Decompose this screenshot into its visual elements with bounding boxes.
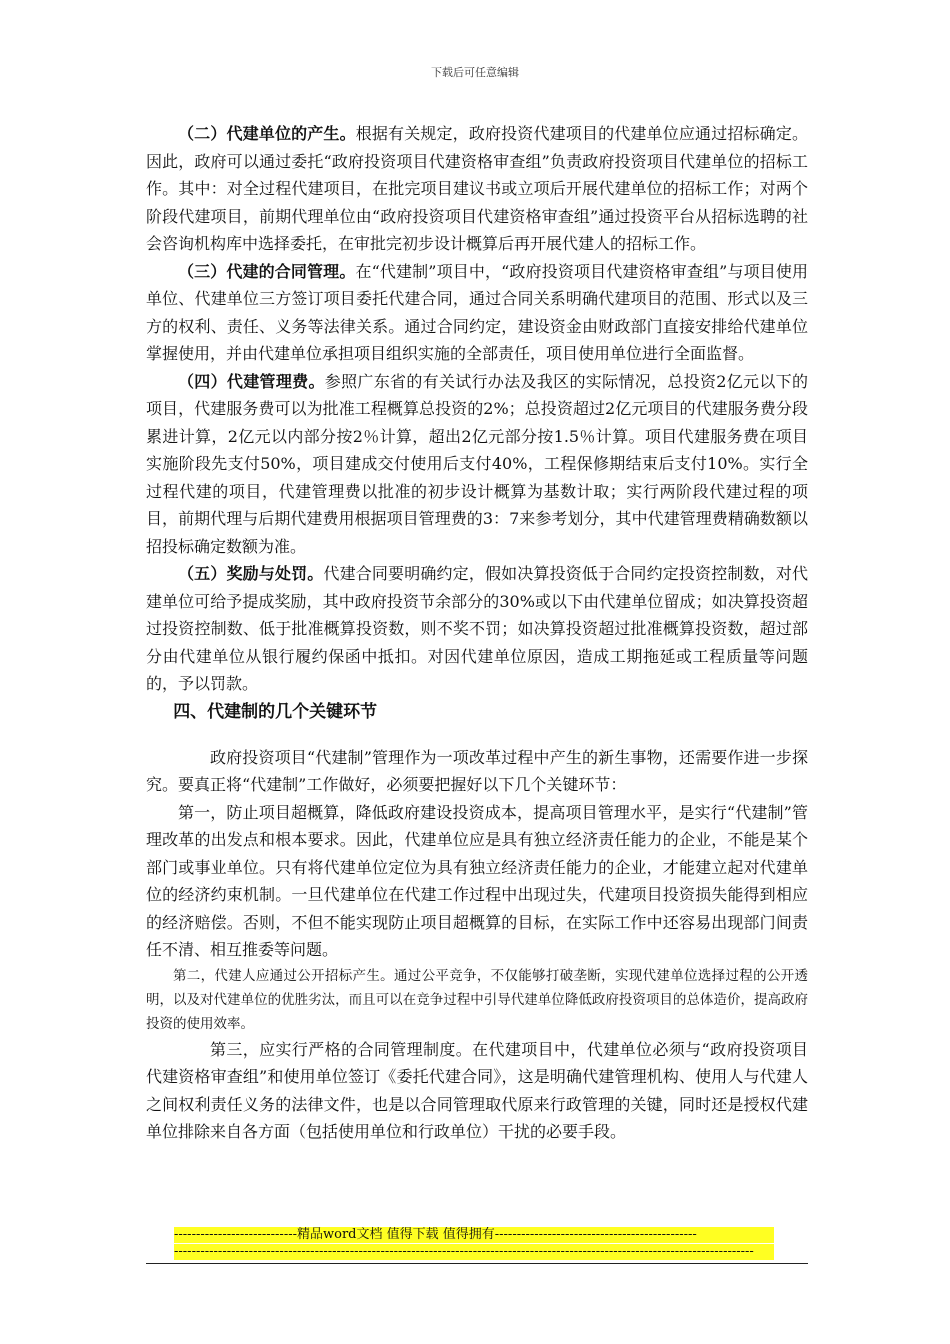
section-3-body: 在“代建制”项目中，“政府投资项目代建资格审查组”与项目使用单位、代建单位三方签订项目委托代建合同，通过合同关系明确代建项目的范围、形式以及三方的权利、责任、义务等法律关系。通过合同约定，建设资金由财政部门直接安排给代建单位掌握使用，并由代建单位承担项目组织实施的全部责任，项目使用单位进行全面监督。: [146, 261, 808, 363]
section-3-title: （三）代建的合同管理。: [178, 261, 356, 281]
section-2-title: （二）代建单位的产生。: [178, 124, 356, 143]
page-header: 下载后可任意编辑: [431, 66, 519, 79]
document-body: [146, 120, 808, 1146]
point-1: 第一，防止项目超概算，降低政府建设投资成本，提高项目管理水平，是实行“代建制”管理改革的出发点和根本要求。因此，代建单位应是具有独立经济责任能力的企业，不能是某个部门或事业单位。只有将代建单位定位为具有独立经济责任能力的企业，才能建立起对代建单位的经济约束机制。一旦代建单位在代建工作过程中出现过失，代建项目投资损失能得到相应的经济赔偿。否则，不但不能实现防止项目超概算的目标，在实际工作中还容易出现部门间责任不清、相互推委等问题。: [146, 802, 808, 959]
section-4: [146, 368, 808, 561]
footer-banner-line1: ----------------------------精品word文档 值得下载 值得拥有----------------------------------------------: [174, 1227, 774, 1243]
section-2: [146, 120, 808, 258]
spacer: [146, 726, 808, 744]
heading-4: 四、代建制的几个关键环节: [173, 701, 378, 722]
intro-paragraph: 政府投资项目“代建制”管理作为一项改革过程中产生的新生事物，还需要作进一步探究。要真正将“代建制”工作做好，必须要把握好以下几个关键环节：: [146, 747, 808, 794]
section-3: [146, 258, 808, 368]
footer-banner-line2: ------------------------------------------------------------------------------------------------------------------------------------: [174, 1244, 774, 1260]
footer-rule: [146, 1263, 808, 1264]
section-5-title: （五）奖励与处罚。: [178, 564, 324, 583]
section-5-body: 代建合同要明确约定，假如决算投资低于合同约定投资控制数，对代建单位可给予提成奖励，其中政府投资节余部分的30%或以下由代建单位留成；如决算投资超过投资控制数、低于批准概算投资数，则不奖不罚；如决算投资超过批准概算投资数，超过部分由代建单位从银行履约保函中抵扣。对因代建单位原因，造成工期拖延或工程质量等问题的，予以罚款。: [146, 564, 808, 693]
section-5: [146, 560, 808, 698]
section-4-body: 参照广东省的有关试行办法及我区的实际情况，总投资2亿元以下的项目，代建服务费可以为批准工程概算总投资的2%；总投资超过2亿元项目的代建服务费分段累进计算，2亿元以内部分按2％计算，超出2亿元部分按1.5％计算。项目代建服务费在项目实施阶段先支付50%，项目建成交付使用后支付40%，工程保修期结束后支付10%。实行全过程代建的项目，代建管理费以批准的初步设计概算为基数计取；实行两阶段代建过程的项目，前期代理与后期代建费用根据项目管理费的3：7来参考划分，其中代建管理费精确数额以招投标确定数额为准。: [146, 371, 808, 556]
section-2-body: 根据有关规定，政府投资代建项目的代建单位应通过招标确定。因此，政府可以通过委托“政府投资项目代建资格审查组”负责政府投资项目代建单位的招标工作。其中：对全过程代建项目，在批完项目建议书或立项后开展代建单位的招标工作；对两个阶段代建项目，前期代理单位由“政府投资项目代建资格审查组”通过投资平台从招标选聘的社会咨询机构库中选择委托，在审批完初步设计概算后再开展代建人的招标工作。: [146, 124, 808, 253]
point-3: 第三，应实行严格的合同管理制度。在代建项目中，代建单位必须与“政府投资项目代建资格审查组”和使用单位签订《委托代建合同》，这是明确代建管理机构、使用人与代建人之间权利责任义务的法律文件，也是以合同管理取代原来行政管理的关键，同时还是授权代建单位排除来自各方面（包括使用单位和行政单位）干扰的必要手段。: [146, 1039, 808, 1141]
point-2: 第二，代建人应通过公开招标产生。通过公平竞争，不仅能够打破垄断，实现代建单位选择过程的公开透明，以及对代建单位的优胜劣汰，而且可以在竞争过程中引导代建单位降低政府投资项目的总体造价，提高政府投资的使用效率。: [146, 967, 808, 1032]
section-4-title: （四）代建管理费。: [178, 371, 325, 391]
